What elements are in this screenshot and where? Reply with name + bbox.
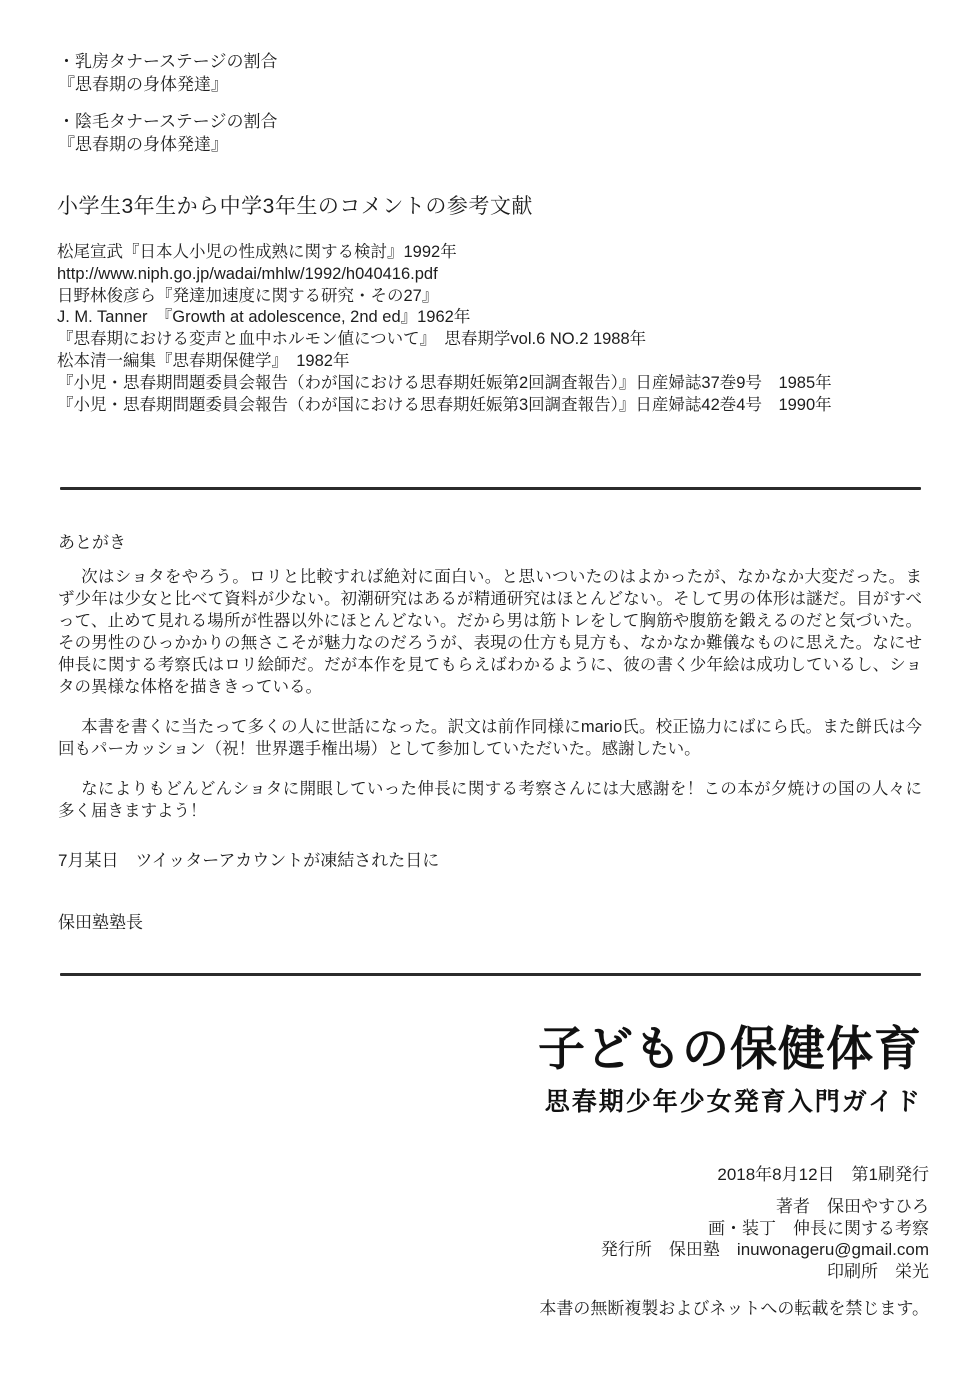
afterword-paragraph: 本書を書くに当たって多くの人に世話になった。訳文は前作同様にmario氏。校正協力にばにら氏。また餅氏は今回もパーカッション（祝！世界選手権出場）として参加していただいた。感謝したい。 [58,718,922,758]
reference-entry: 松尾宣武『日本人小児の性成熟に関する検討』1992年 [57,243,457,261]
reference-entry: 日野林俊彦ら『発達加速度に関する研究・その27』 [57,286,439,305]
reference-entry: J. M. Tanner 『Growth at adolescence, 2nd ed』1962年 [57,308,471,327]
credit-printer: 印刷所 栄光 [827,1261,929,1281]
divider-bottom [60,973,921,976]
afterword-signature: 保田塾塾長 [58,913,143,932]
note-title: ・乳房タナーステージの割合 [58,52,278,71]
credit-author: 著者 保田やすひろ [776,1197,929,1216]
note-title: ・陰毛タナーステージの割合 [58,112,278,131]
reference-entry: 『小児・思春期問題委員会報告（わが国における思春期妊娠第2回調査報告）』日産婦誌37巻9号 1985年 [57,373,832,392]
afterword-paragraph: なによりもどんどんショタに開眼していった伸長に関する考察さんには大感謝を！この本が夕焼けの国の人々に多く届きますよう！ [58,780,922,820]
book-subtitle: 思春期少年少女発育入門ガイド [544,1088,922,1117]
references-heading: 小学生3年生から中学3年生のコメントの参考文献 [57,195,533,218]
book-title: 子どもの保健体育 [538,1022,922,1075]
reference-entry: 『小児・思春期問題委員会報告（わが国における思春期妊娠第3回調査報告）』日産婦誌42巻4号 1990年 [57,395,832,414]
rights-line: 本書の無断複製およびネットへの転載を禁じます。 [539,1299,929,1318]
credit-publisher: 発行所 保田塾 inuwonageru@gmail.com [600,1240,929,1259]
credits-block [601,1196,929,1282]
afterword-heading: あとがき [58,533,126,552]
afterword-body [58,566,922,840]
reference-entry-url: http://www.niph.go.jp/wadai/mhlw/1992/h040416.pdf [57,264,438,283]
note-source: 『思春期の身体発達』 [58,75,228,94]
note-item [58,50,277,96]
colophon-title-block [538,1022,922,1118]
note-source: 『思春期の身体発達』 [58,135,228,154]
reference-entry: 松本清一編集『思春期保健学』 1982年 [57,351,350,370]
afterword-date-line: 7月某日 ツイッターアカウントが凍結された日に [58,851,440,870]
credit-illustration: 画・装丁 伸長に関する考察 [708,1218,929,1238]
divider-top [60,487,921,490]
source-notes [58,50,277,170]
edition-line: 2018年8月12日 第1刷発行 [717,1165,929,1184]
afterword-paragraph: 次はショタをやろう。ロリと比較すれば絶対に面白い。と思いついたのはよかったが、なかなか大変だった。まず少年は少女と比べて資料が少ない。初潮研究はあるが精通研究はほとんどない。そして男の体形は謎だ。目がすべって、止めて見れる場所が性器以外にほとんどない。だから男は筋トレをして胸筋や腹筋を鍛えるのだと気づいた。その男性のひっかかりの無さこそが魅力なのだろうが、表現の仕方も見方も、なかなか難儀なものに思えた。なにせ伸長に関する考察氏はロリ絵師だ。だが本作を見てもらえばわかるように、彼の書く少年絵は成功しているし、ショタの異様な体格を描ききっている。 [58,568,922,696]
references-list [57,242,927,416]
reference-entry: 『思春期における変声と血中ホルモン値について』 思春期学vol.6 NO.2 1988年 [57,330,647,349]
note-item [58,110,277,156]
